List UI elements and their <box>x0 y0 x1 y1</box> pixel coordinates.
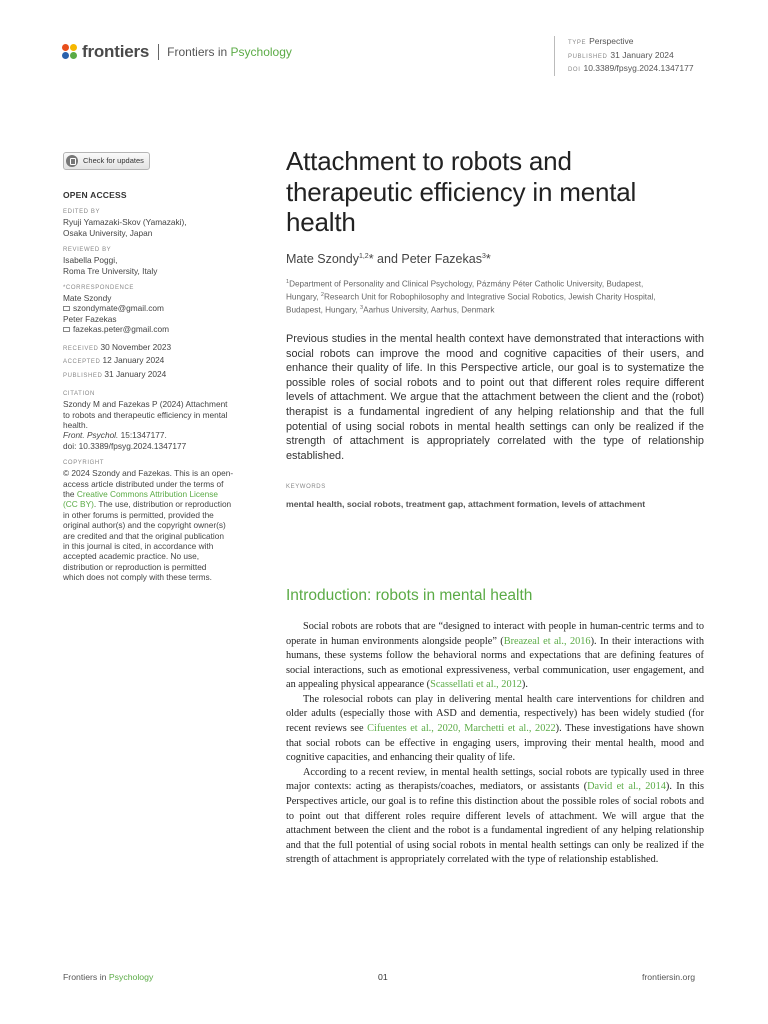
article-title: Attachment to robots and therapeutic efficiency in mental health <box>286 146 637 237</box>
correspondence-label: *CORRESPONDENCE <box>63 285 135 292</box>
frontiers-brand[interactable] <box>62 42 292 62</box>
article-sidebar <box>63 152 263 583</box>
paragraph: According to a recent review, in mental health settings, social robots are typically used in three major contexts: acting as therapists/coaches, mediators, or assistants (David et al., 2014). In this Perspectives article, our goal is to refine this distinction about the possible roles of social robots and to point out that different roles require different levels of attachment. We will argue that the attachment between the client and the robot is a fundamental ingredient of any helping relationship and that the full potential of using social robots in mental health settings can only be realized if the strength of attachment is appropriately correlated with the type of relationship established. <box>286 766 705 866</box>
citation-doi[interactable]: doi: 10.3389/fpsyg.2024.1347177 <box>63 440 187 451</box>
reviewer-name: Isabella Poggi, <box>63 255 118 266</box>
citation-link[interactable]: Scassellati et al., 2012 <box>430 679 522 691</box>
meta-published: PUBLISHED 31 January 2024 <box>568 49 674 60</box>
article-meta <box>554 36 694 76</box>
citation-line: Szondy M and Fazekas P (2024) Attachment <box>63 399 228 410</box>
check-updates-button[interactable]: Check for updates <box>63 152 150 170</box>
date-received: RECEIVED 30 November 2023 <box>63 341 172 352</box>
section-heading: Introduction: robots in mental health <box>286 587 533 604</box>
copyright-line: distribution or reproduction is permitted <box>63 561 207 572</box>
copyright-line: which does not comply with these terms. <box>63 572 212 583</box>
paragraph: The rolesocial robots can play in delivering mental health care interventions for children and older adults (especially those with ASD and dementia, respectively) has been widely studied (for recent reviews see Cifuentes et al., 2020, Marchetti et al., 2022). These investigations have shown that social robots can be effective in engaging users, improving their mental health, mood and cognitive capacities, and enhancing their quality of life. <box>286 693 705 764</box>
cc-license-link[interactable]: Creative Commons Attribution License <box>76 489 218 499</box>
meta-doi[interactable]: DOI 10.3389/fpsyg.2024.1347177 <box>568 63 694 73</box>
journal-name: Frontiers in Psychology <box>167 45 292 59</box>
date-published: PUBLISHED 31 January 2024 <box>63 368 167 379</box>
copyright-line: in other forums is permitted, provided the <box>63 509 214 520</box>
copyright-line: accepted academic practice. No use, <box>63 551 200 562</box>
author-1[interactable]: Mate Szondy <box>286 252 359 266</box>
author-affiliations: $^1$Department of Personality and Clinical Psychology, Pázmány Péter Catholic University, Budapest, Hungary, $^2$Research Unit for Robophilosophy and Integrative Social Robotics, Jewish Charity Hospital, Budapest, Hungary, $^3$Aarhus University, Aarhus, Denmark <box>286 279 656 315</box>
brand-divider <box>158 44 159 60</box>
keywords-label: KEYWORDS <box>286 484 326 490</box>
mail-icon <box>63 327 70 332</box>
paragraph: Social robots are robots that are “designed to interact with people in human-centric terms and to operate in human environments alongside people” (Breazeal et al., 2016). In their interactions with humans, these systems follow the behavioral norms and expectations that are defining features of social interactions, such as emotional expressiveness, verbal communication, user engagement, and an appealing physical appearance (Scassellati et al., 2012). <box>286 621 704 691</box>
article-authors: Mate Szondy$^{1,2}$* and Peter Fazekas$^3$* <box>286 252 491 266</box>
corr-email-2[interactable]: fazekas.peter@gmail.com <box>63 324 263 334</box>
abstract: Previous studies in the mental health context have demonstrated that interactions with social robots can improve the mood and cognitive capacities of their users, and enhance their quality of life. In this Perspective article, our goal is to systematize the possible roles of social robots and to point out that different roles require different levels of attachment. We argue that the attachment between the client and the (robot) therapist is a fundamental ingredient of any helping relationship and that the full potential of using social robots in mental health settings can only be realized if the strength of attachment is appropriately correlated with the type of relationship established. <box>286 333 704 462</box>
copyright-line: (CC BY). The use, distribution or reproduction <box>63 499 232 510</box>
footer-journal: Frontiers in Psychology <box>63 972 154 982</box>
cc-by-link[interactable]: (CC BY) <box>63 499 94 510</box>
citation-link[interactable]: David et al., 2014 <box>587 781 666 793</box>
citation-line: to robots and therapeutic efficiency in mental <box>63 409 228 420</box>
citation-link[interactable]: Breazeal et al., 2016 <box>503 635 591 647</box>
copyright-line: in this journal is cited, in accordance with <box>63 541 214 552</box>
page-number: 01 <box>378 972 388 982</box>
copyright-line: the Creative Commons Attribution License <box>63 489 218 499</box>
editor-name: Ryuji Yamazaki-Skov (Yamazaki), <box>63 217 187 228</box>
corr-name-1: Mate Szondy <box>63 293 112 304</box>
copyright-line: are credited and that the original publication <box>63 530 224 541</box>
date-accepted: ACCEPTED 12 January 2024 <box>63 355 165 366</box>
copyright-line: access article distributed under the terms of <box>63 478 224 489</box>
article-body <box>286 620 704 868</box>
copyright-label: COPYRIGHT <box>63 460 105 467</box>
footer-site-link[interactable]: frontiersin.org <box>642 972 696 982</box>
corr-email-1[interactable]: szondymate@gmail.com <box>63 303 263 313</box>
open-access-label: OPEN ACCESS <box>63 190 127 200</box>
edited-by-label: EDITED BY <box>63 209 101 216</box>
reviewer-affil: Roma Tre University, Italy <box>63 265 158 276</box>
citation-link[interactable]: Cifuentes et al., 2020, Marchetti et al., 2022 <box>367 723 556 735</box>
copyright-line: original author(s) and the copyright owner(s) <box>63 520 226 531</box>
frontiers-logo-icon <box>62 44 78 60</box>
citation-journal: Front. Psychol. 15:1347177. <box>63 430 167 441</box>
reviewed-by-label: REVIEWED BY <box>63 247 112 254</box>
update-icon <box>66 155 78 167</box>
article-dates <box>63 342 263 383</box>
copyright-line: © 2024 Szondy and Fazekas. This is an open- <box>63 468 234 479</box>
editor-affil: Osaka University, Japan <box>63 227 153 238</box>
keywords: mental health, social robots, treatment gap, attachment formation, levels of attachment <box>286 499 646 509</box>
mail-icon <box>63 306 70 311</box>
corr-name-2: Peter Fazekas <box>63 313 117 324</box>
brand-wordmark: frontiers <box>82 42 150 61</box>
citation-line: health. <box>63 419 88 430</box>
citation-label: CITATION <box>63 391 95 398</box>
meta-type: TYPE Perspective <box>568 36 634 46</box>
